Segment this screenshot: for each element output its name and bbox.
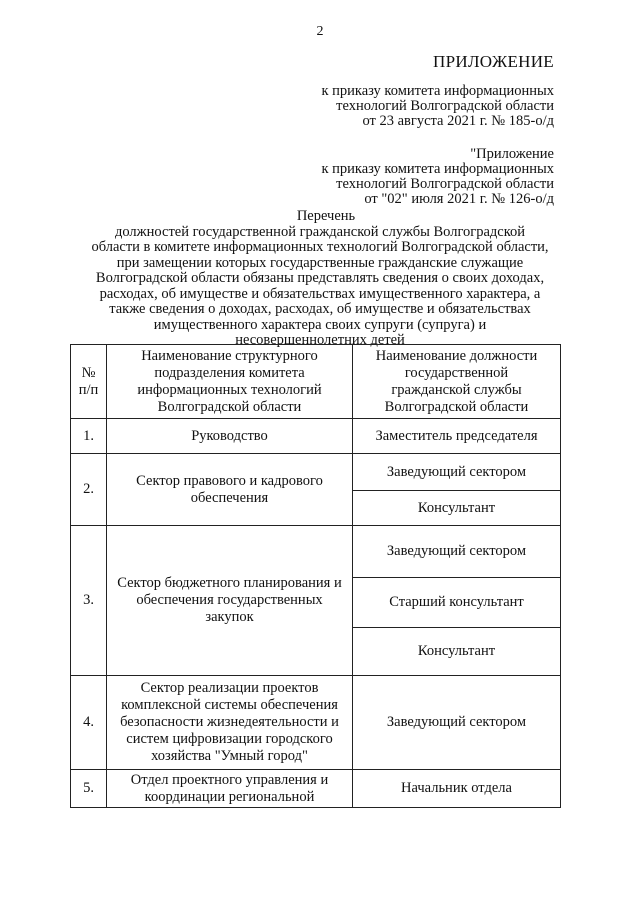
row-unit-line: Сектор бюджетного планирования и [117,575,342,591]
row-number: 3. [71,526,107,676]
row-unit [107,419,353,454]
row-position: Заведующий сектором [353,526,561,578]
row-position: Старший консультант [353,578,561,628]
header-unit-line: подразделения комитета [154,364,305,381]
table-row [71,526,561,578]
row-unit-line: обеспечения государственных [136,592,323,608]
row-unit-line: координации региональной [144,788,315,805]
list-title-line: при замещении которых государственные гражданские служащие [116,254,524,271]
appendix-title: ПРИЛОЖЕНИЕ [433,52,554,71]
list-title-line: области в комитете информационных технологий Волгоградской области, [91,239,549,255]
row-position: Заведующий сектором [353,454,561,491]
prior-order-reference [321,147,554,207]
header-unit-line: Волгоградской области [157,398,302,415]
row-position: Консультант [353,628,561,676]
header-unit-line: Наименование структурного [141,347,318,364]
row-unit-line: хозяйства "Умный город" [151,748,308,764]
row-unit-line: Отдел проектного управления и [130,771,329,788]
header-position [353,345,561,419]
header-position-line: Волгоградской области [384,398,529,415]
row-unit-line: безопасности жизнедеятельности и [120,714,339,730]
row-number: 1. [71,419,107,454]
prior-order-reference-line: от "02" июля 2021 г. № 126-о/д [364,191,554,207]
table-row [71,676,561,770]
header-unit-line: информационных технологий [137,381,322,398]
table-header-row [71,345,561,419]
header-position-line: государственной [404,364,509,381]
row-unit-line: систем цифровизации городского [126,731,333,747]
row-number: 4. [71,676,107,770]
row-unit [107,676,353,770]
prior-order-reference-line: технологий Волгоградской области [336,176,554,192]
list-title-line: должностей государственной гражданской службы Волгоградской [114,223,526,240]
positions-table [70,344,561,808]
row-unit-line: закупок [205,609,254,625]
list-title-heading: Перечень [296,208,356,224]
row-unit [107,770,353,808]
header-number [71,345,107,419]
list-title [0,209,640,349]
header-position-line: Наименование должности [375,347,538,364]
order-reference-line: к приказу комитета информационных [321,83,554,99]
list-title-line: имущественного характера своих супруги (супруга) и [153,316,487,333]
header-position-line: гражданской службы [391,381,522,398]
table-row [71,419,561,454]
row-unit-line: Руководство [191,427,268,444]
header-number-line: № [81,364,96,381]
page-number: 2 [316,24,324,39]
row-unit-line: Сектор правового и кадрового [136,472,323,489]
table-row [71,770,561,808]
row-position: Заместитель председателя [353,419,561,454]
list-title-line: Волгоградской области обязаны представлять сведения о своих доходах, [95,270,545,286]
header-unit [107,345,353,419]
row-unit [107,454,353,526]
row-position: Начальник отдела [353,770,561,808]
row-unit-line: Сектор реализации проектов [140,680,319,696]
header-number-line: п/п [78,381,99,398]
row-unit-line: обеспечения [190,489,269,506]
row-number: 2. [71,454,107,526]
order-reference [321,84,554,129]
row-unit [107,526,353,676]
row-number: 5. [71,770,107,808]
list-title-line: несовершеннолетних детей [235,332,405,348]
prior-order-reference-line: к приказу комитета информационных [321,161,554,177]
row-position: Заведующий сектором [353,676,561,770]
order-reference-line: технологий Волгоградской области [336,98,554,114]
order-reference-line: от 23 августа 2021 г. № 185-о/д [362,113,554,129]
row-position: Консультант [353,491,561,526]
row-unit-line: комплексной системы обеспечения [121,697,338,713]
list-title-line: также сведения о доходах, расходах, об имуществе и обязательствах [109,301,531,317]
prior-order-reference-line: "Приложение [470,146,554,162]
list-title-line: расходах, об имуществе и обязательствах имущественного характера, а [99,285,541,302]
table-row [71,454,561,491]
